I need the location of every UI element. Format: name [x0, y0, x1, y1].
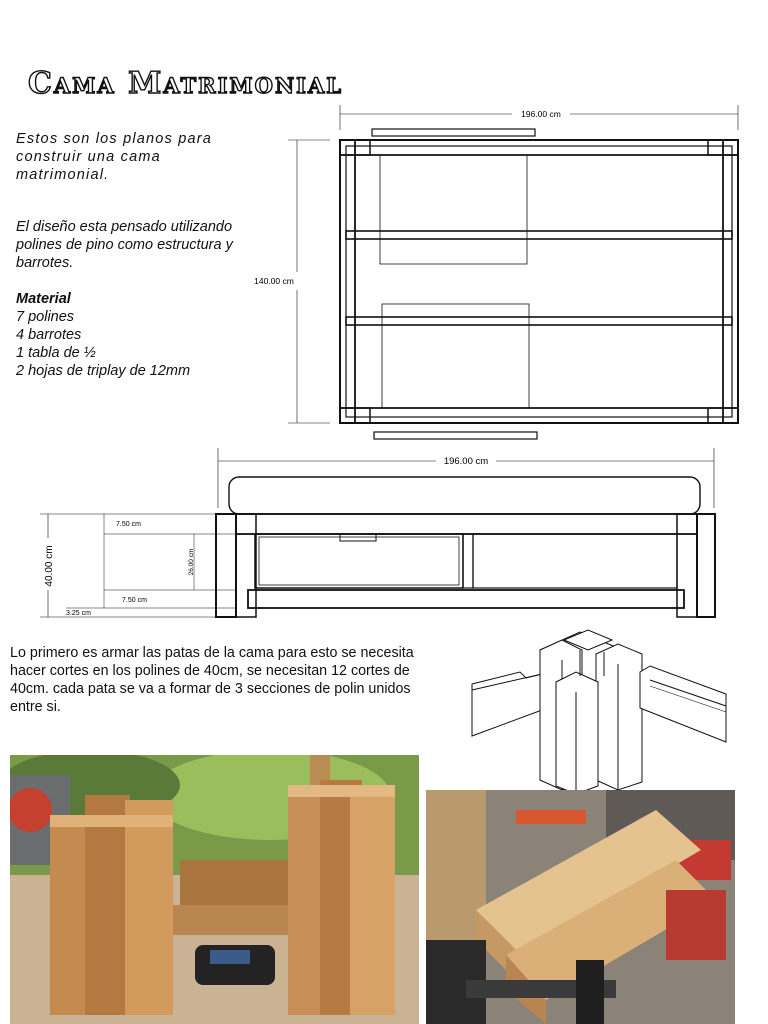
front-width-label: 196.00 cm	[443, 456, 489, 467]
photo-clamped-wood	[426, 790, 735, 1024]
intro-paragraph-2: El diseño esta pensado utilizando polines de pino como estructura y barrotes.	[16, 219, 233, 271]
photo-leg-blocks	[10, 755, 419, 1024]
plan-depth-label: 140.00 cm	[254, 276, 294, 286]
intro-paragraph-1: Estos son los planos para construir una cama matrimonial.	[16, 131, 213, 183]
dim-bottom-label: 7.50 cm	[122, 597, 147, 604]
assembly-instructions: Lo primero es armar las patas de la cama para esto se necesita hacer cortes en los polines de 40cm, se necesitan 12 cortes de 40cm. cada pata se va a formar de 3 secciones de polin unidos entre si.	[10, 645, 414, 715]
material-item: 1 tabla de ½	[16, 345, 96, 361]
dim-floor-label: 3.25 cm	[66, 610, 91, 617]
page-title: Cama Matrimonial	[28, 66, 344, 101]
dim-top-label: 7.50 cm	[116, 521, 141, 528]
material-item: 4 barrotes	[16, 327, 82, 343]
leg-joint-diagram	[472, 630, 726, 794]
front-height-label: 40.00 cm	[44, 545, 55, 587]
dim-inner-label: 26.00 cm	[188, 548, 195, 576]
material-heading: Material	[16, 291, 71, 307]
material-item: 2 hojas de triplay de 12mm	[16, 363, 191, 379]
plan-width-label: 196.00 cm	[521, 109, 561, 119]
plan-view	[288, 105, 738, 439]
material-item: 7 polines	[16, 309, 75, 325]
front-view	[40, 448, 715, 617]
